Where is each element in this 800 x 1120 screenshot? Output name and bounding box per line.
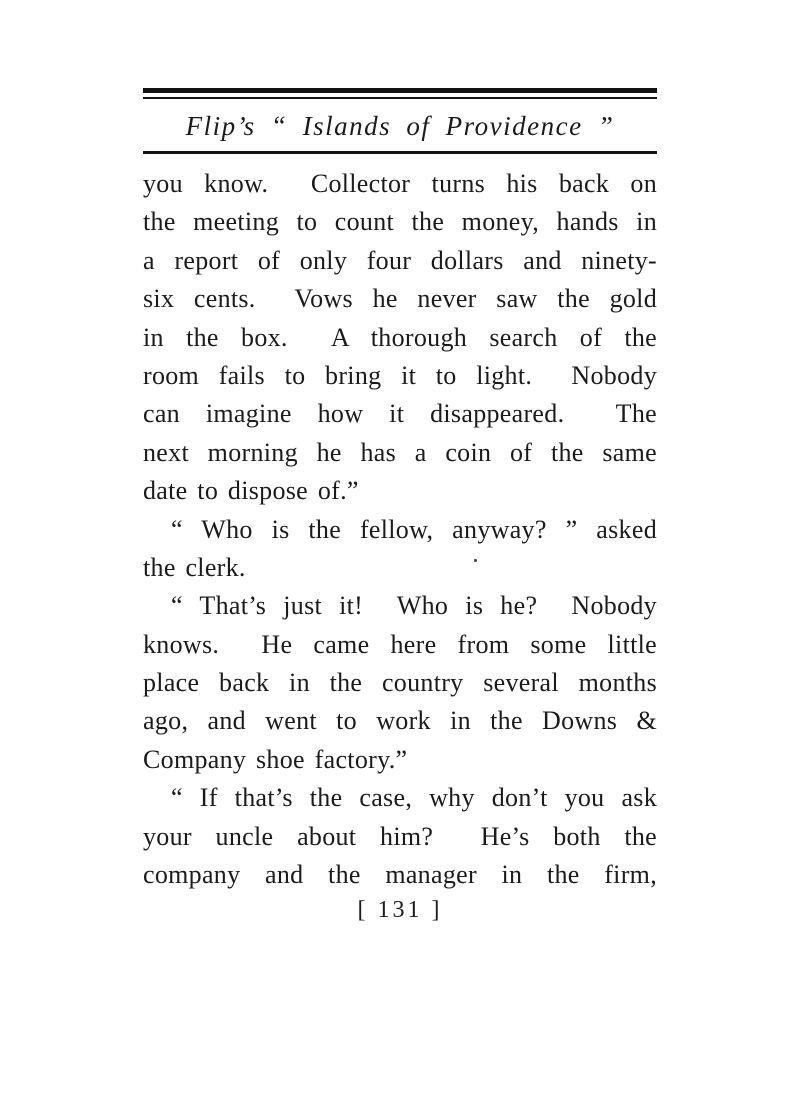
text-line: you know. Collector turns his back on — [143, 169, 657, 198]
text-line: the meeting to count the money, hands in — [143, 207, 657, 237]
text-line: six cents. Vows he never saw the gold — [143, 284, 657, 314]
running-head-underline-rule — [143, 151, 657, 154]
text-line: “ Who is the fellow, anyway? ” asked — [171, 514, 657, 544]
text-line: place back in the country several months — [143, 668, 657, 698]
text-line: in the box. A thorough search of the — [143, 322, 657, 352]
page-number: [ 131 ] — [357, 897, 443, 923]
text-line: a report of only four dollars and ninety- — [143, 245, 657, 275]
text-line: ago, and went to work in the Downs & — [143, 706, 657, 736]
text-line: your uncle about him? He’s both the — [143, 821, 657, 851]
top-thin-rule — [143, 97, 657, 99]
text-line: room fails to bring it to light. Nobody — [143, 360, 657, 390]
text-line: company and the manager in the firm, — [143, 860, 657, 890]
text-line: “ If that’s the case, why don’t you ask — [171, 783, 657, 813]
text-line: the clerk. — [143, 552, 246, 582]
text-line: “ That’s just it! Who is he? Nobody — [171, 591, 657, 621]
body-text — [143, 165, 657, 894]
running-head-title: Flip’s “ Islands of Providence ” — [185, 111, 615, 141]
text-line: next morning he has a coin of the same — [143, 437, 657, 467]
scan-speck-artifact — [474, 559, 477, 562]
text-line: date to dispose of.” — [143, 476, 359, 506]
top-thick-rule — [143, 88, 657, 93]
text-line: knows. He came here from some little — [143, 629, 657, 659]
text-line: can imagine how it disappeared. The — [143, 399, 657, 429]
text-line: Company shoe factory.” — [143, 744, 408, 774]
